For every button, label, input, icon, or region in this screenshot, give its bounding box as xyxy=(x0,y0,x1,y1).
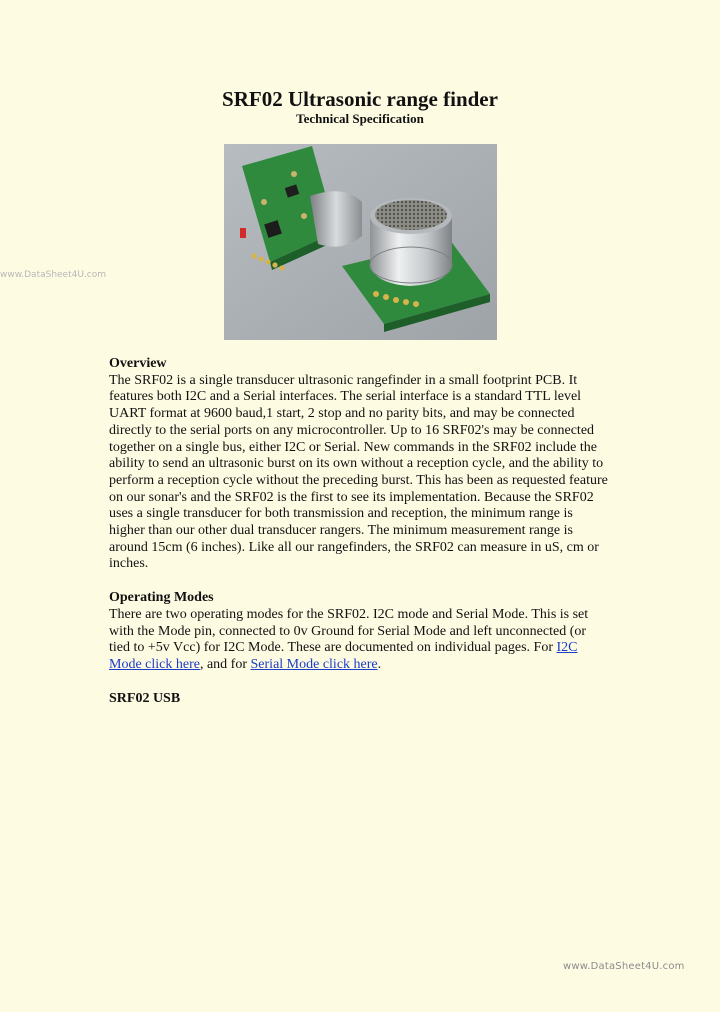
page-title: SRF02 Ultrasonic range finder xyxy=(222,87,498,111)
i2c-mode-link[interactable]: I2C Mode click here xyxy=(109,640,578,672)
watermark-right: www.DataSheet4U.com xyxy=(563,961,685,972)
operating-modes-text-before: There are two operating modes for the SRF02. I2C mode and Serial Mode. This is set with the Mode pin, connected to 0v Ground for Serial Mode and left unconnected (or tied to +5v Vcc) for I2C Mode. These are documented on individual pages. For xyxy=(109,606,589,656)
watermark-left: www.DataSheet4U.com xyxy=(0,270,107,280)
operating-modes-text-middle: , and for xyxy=(199,656,251,672)
overview-heading: Overview xyxy=(109,356,167,371)
operating-modes-heading: Operating Modes xyxy=(109,590,214,606)
section-gap xyxy=(109,573,609,590)
overview-paragraph: The SRF02 is a single transducer ultrasonic rangefinder in a small footprint PCB. It features both I2C and a Serial interfaces. The serial interface is a standard TTL level UART format at 9600 baud,1 start, 2 stop and no parity bits, and may be connected directly to the serial ports on any microcontroller. Up to 16 SRF02's may be connected together on a single bus, either I2C or Serial. New commands in the SRF02 include the ability to send an ultrasonic burst on its own without a reception cycle, and the ability to perform a reception cycle without the preceding burst. This has been as requested feature on our sonar's and the SRF02 is the first to see its implementation. Because the SRF02 uses a single transducer for both transmission and reception, the minimum range is higher than our other dual transducer rangers. The minimum measurement range is around 15cm (6 inches). Like all our rangefinders, the SRF02 can measure in uS, cm or inches. xyxy=(109,372,608,572)
srf02-usb-heading: SRF02 USB xyxy=(109,690,181,706)
operating-modes-text-after: . xyxy=(377,656,382,672)
document-body xyxy=(109,356,609,707)
section-gap xyxy=(109,674,609,691)
serial-mode-link[interactable]: Serial Mode click here xyxy=(250,656,378,672)
product-photo xyxy=(224,144,497,340)
operating-modes-paragraph xyxy=(109,607,609,674)
page-subtitle: Technical Specification xyxy=(296,111,424,126)
